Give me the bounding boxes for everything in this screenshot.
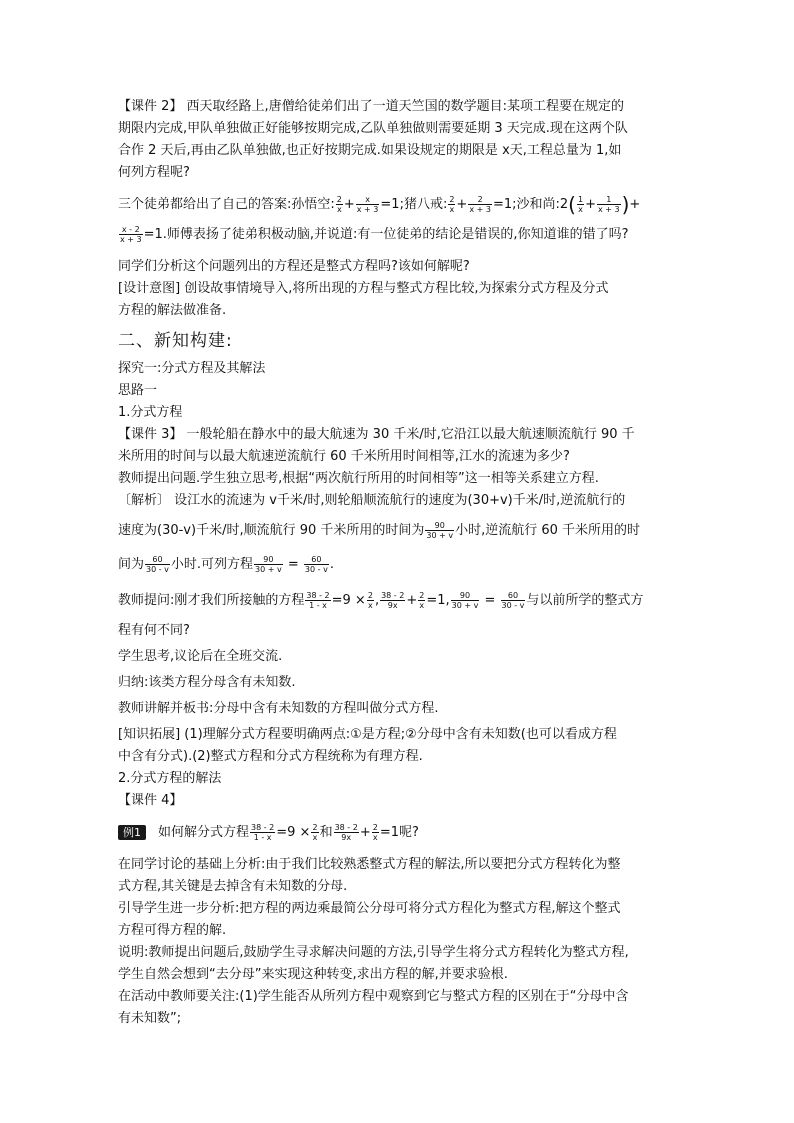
frac-2-over-x: $\frac{2}{x}$ [449, 195, 455, 214]
praise-line [118, 220, 678, 250]
analysis-line-3 [118, 550, 678, 580]
equals-nine-times: =9 × [276, 825, 311, 840]
think-line: 学生思考,议论后在全班交流. [118, 649, 283, 664]
with-word: 与 [526, 593, 540, 608]
question-line: 同学们分析这个问题列出的方程还是整式方程吗?该如何解呢? [118, 259, 470, 274]
document-page [118, 96, 678, 1030]
frac-382-over-1mx: $\frac{38 - 2}{1 - x}$ [251, 823, 275, 842]
ke3-line-2: 米所用的时间与以最大航速逆流航行 60 千米所用时间相等,江水的流速为多少? [118, 449, 570, 464]
left-paren: ( [568, 192, 576, 217]
note-p3-line-1: 说明:教师提出问题后,鼓励学生寻求解决问题的方法,引导学生将分式方程转化为整式方程, [118, 945, 629, 960]
guide-p2-line-1: 引导学生进一步分析:把方程的两边乘最简公分母可将分式方程化为整式方程,解这个整式 [118, 901, 621, 916]
equals-nine-times: =9 × [331, 593, 366, 608]
ke4-label: 【课件 4】 [118, 793, 183, 808]
answers-sep-1: ;猪八戒: [399, 197, 448, 212]
design-line-1: [设计意图] 创设故事情境导入,将所出现的方程与整式方程比较,为探索分式方程及分式 [118, 281, 609, 296]
frac-1-over-x: $\frac{1}{x}$ [577, 195, 584, 214]
design-line-2: 方程的解法做准备. [118, 303, 227, 318]
equals-one: =1 [380, 197, 400, 212]
subheading-2: 2.分式方程的解法 [118, 771, 222, 786]
guide-p2-line-2: 方程可得方程的解. [118, 923, 227, 938]
frac-382-over-9x: $\frac{38 - 2}{9x}$ [381, 591, 405, 610]
ask-line-1 [118, 586, 678, 616]
plus-sign: + [456, 197, 468, 212]
comma: , [445, 593, 450, 608]
plus-sign: + [343, 197, 355, 212]
example-b: 呢? [399, 825, 419, 840]
equals-one: =1 [492, 197, 513, 212]
frac-60-over-30mv: $\frac{60}{30 - v}$ [146, 555, 169, 574]
equals-one: =1 [379, 825, 399, 840]
frac-x-over-x3: $\frac{x}{x + 3}$ [356, 195, 379, 214]
analysis-line-1: 〔解析〕 设江水的流速为 v千米/时,则轮船顺流航行的速度为(30+v)千米/时,逆流航行的 [118, 493, 626, 508]
section-heading-2: 二、新知构建: [118, 331, 233, 351]
frac-60-over-30mv: $\frac{60}{30 - v}$ [501, 591, 525, 610]
extension-line-1: [知识拓展] (1)理解分式方程要明确两点:①是方程;②分母中含有未知数(也可以看成方程 [118, 727, 617, 742]
equals-sign: = [480, 593, 500, 608]
frac-90-over-30pv: $\frac{90}{30 + v}$ [255, 555, 282, 574]
analysis-3b: 小时.可列方程 [170, 557, 254, 572]
analysis-2a: 速度为(30-v)千米/时,顺流航行 90 千米所用的时间为 [118, 523, 425, 538]
idea-label: 思路一 [118, 383, 158, 398]
answers-sep-2: ;沙和尚:2 [512, 197, 569, 212]
example-a: 如何解分式方程 [158, 825, 250, 840]
equals-one: =1 [426, 593, 446, 608]
ke2-line-1: 【课件 2】 西天取经路上,唐僧给徒弟们出了一道天竺国的数学题目:某项工程要在规定的 [118, 99, 625, 114]
analysis-p1-line-1: 在同学讨论的基础上分析:由于我们比较熟悉整式方程的解法,所以要把分式方程转化为整 [118, 857, 621, 872]
ask-1b: 以前所学的整式方 [539, 593, 644, 608]
period: . [329, 557, 334, 572]
answers-lead: 三个徒弟都给出了自己的答案:孙悟空: [118, 197, 335, 212]
plus-sign: + [629, 197, 641, 212]
ke2-line-4: 何列方程呢? [118, 165, 190, 180]
frac-2-over-x: $\frac{2}{x}$ [419, 591, 425, 610]
plus-sign: + [359, 825, 371, 840]
frac-2-over-x: $\frac{2}{x}$ [336, 195, 342, 214]
frac-90-over-30pv: $\frac{90}{30 + v}$ [451, 591, 479, 610]
extension-line-2: 中含有分式).(2)整式方程和分式方程统称为有理方程. [118, 749, 423, 764]
analysis-3a: 间为 [118, 557, 145, 572]
subheading-1: 1.分式方程 [118, 405, 183, 420]
frac-382-over-1mx: $\frac{38 - 2}{1 - x}$ [306, 591, 330, 610]
frac-2-over-x: $\frac{2}{x}$ [367, 591, 373, 610]
conclude-line: 归纳:该类方程分母含有未知数. [118, 675, 296, 690]
frac-xm2-over-x3: $\frac{x - 2}{x + 3}$ [120, 225, 142, 244]
frac-2-over-x: $\frac{2}{x}$ [372, 823, 378, 842]
analysis-2b: 小时,逆流航行 60 千米所用的时 [455, 523, 641, 538]
plus-sign: + [585, 197, 596, 212]
right-paren: ) [621, 192, 630, 217]
ask-line-2: 程有何不同? [118, 623, 190, 638]
comma: , [374, 593, 380, 608]
note-p3-line-2: 学生自然会想到“去分母”来实现这种转变,求出方程的解,并要求验根. [118, 967, 508, 982]
ask-1a: 教师提问:刚才我们所接触的方程 [118, 593, 305, 608]
frac-2-over-x: $\frac{2}{x}$ [312, 823, 318, 842]
frac-60-over-30mv: $\frac{60}{30 - v}$ [304, 555, 328, 574]
ke2-line-2: 期限内完成,甲队单独做正好能够按期完成,乙队单独做则需要延期 3 天完成.现在这两个队 [118, 121, 628, 136]
analysis-line-2 [118, 516, 678, 546]
ke2-line-3: 合作 2 天后,再由乙队单独做,也正好按期完成.如果设规定的期限是 x天,工程总量为 1,如 [118, 143, 622, 158]
explore-title: 探究一:分式方程及其解法 [118, 361, 266, 376]
ke3-line-1: 【课件 3】 一般轮船在静水中的最大航速为 30 千米/时,它沿江以最大航速顺流航行 90 千 [118, 427, 635, 442]
frac-1-over-x3: $\frac{1}{x + 3}$ [597, 195, 620, 214]
plus-sign: + [406, 593, 418, 608]
answers-line [118, 190, 678, 220]
example-badge: 例1 [118, 825, 146, 840]
praise-tail: =1.师傅表扬了徒弟积极动脑,并说道:有一位徒弟的结论是错误的,你知道谁的错了吗? [143, 227, 629, 242]
equals-sign: = [283, 557, 303, 572]
frac-382-over-9x: $\frac{38 - 2}{9x}$ [334, 823, 358, 842]
frac-2-over-x3: $\frac{2}{x + 3}$ [469, 195, 491, 214]
focus-p4-line-1: 在活动中教师要关注:(1)学生能否从所列方程中观察到它与整式方程的区别在于“分母中含 [118, 989, 629, 1004]
frac-90-over-30pv: $\frac{90}{30 + v}$ [426, 521, 454, 540]
teacher-line: 教师提出问题.学生独立思考,根据“两次航行所用的时间相等”这一相等关系建立方程. [118, 471, 599, 486]
focus-p4-line-2: 有未知数”; [118, 1011, 182, 1026]
example-line [118, 818, 678, 848]
board-line: 教师讲解并板书:分母中含有未知数的方程叫做分式方程. [118, 701, 439, 716]
analysis-p1-line-2: 式方程,其关键是去掉含有未知数的分母. [118, 879, 348, 894]
and-word: 和 [319, 825, 333, 840]
